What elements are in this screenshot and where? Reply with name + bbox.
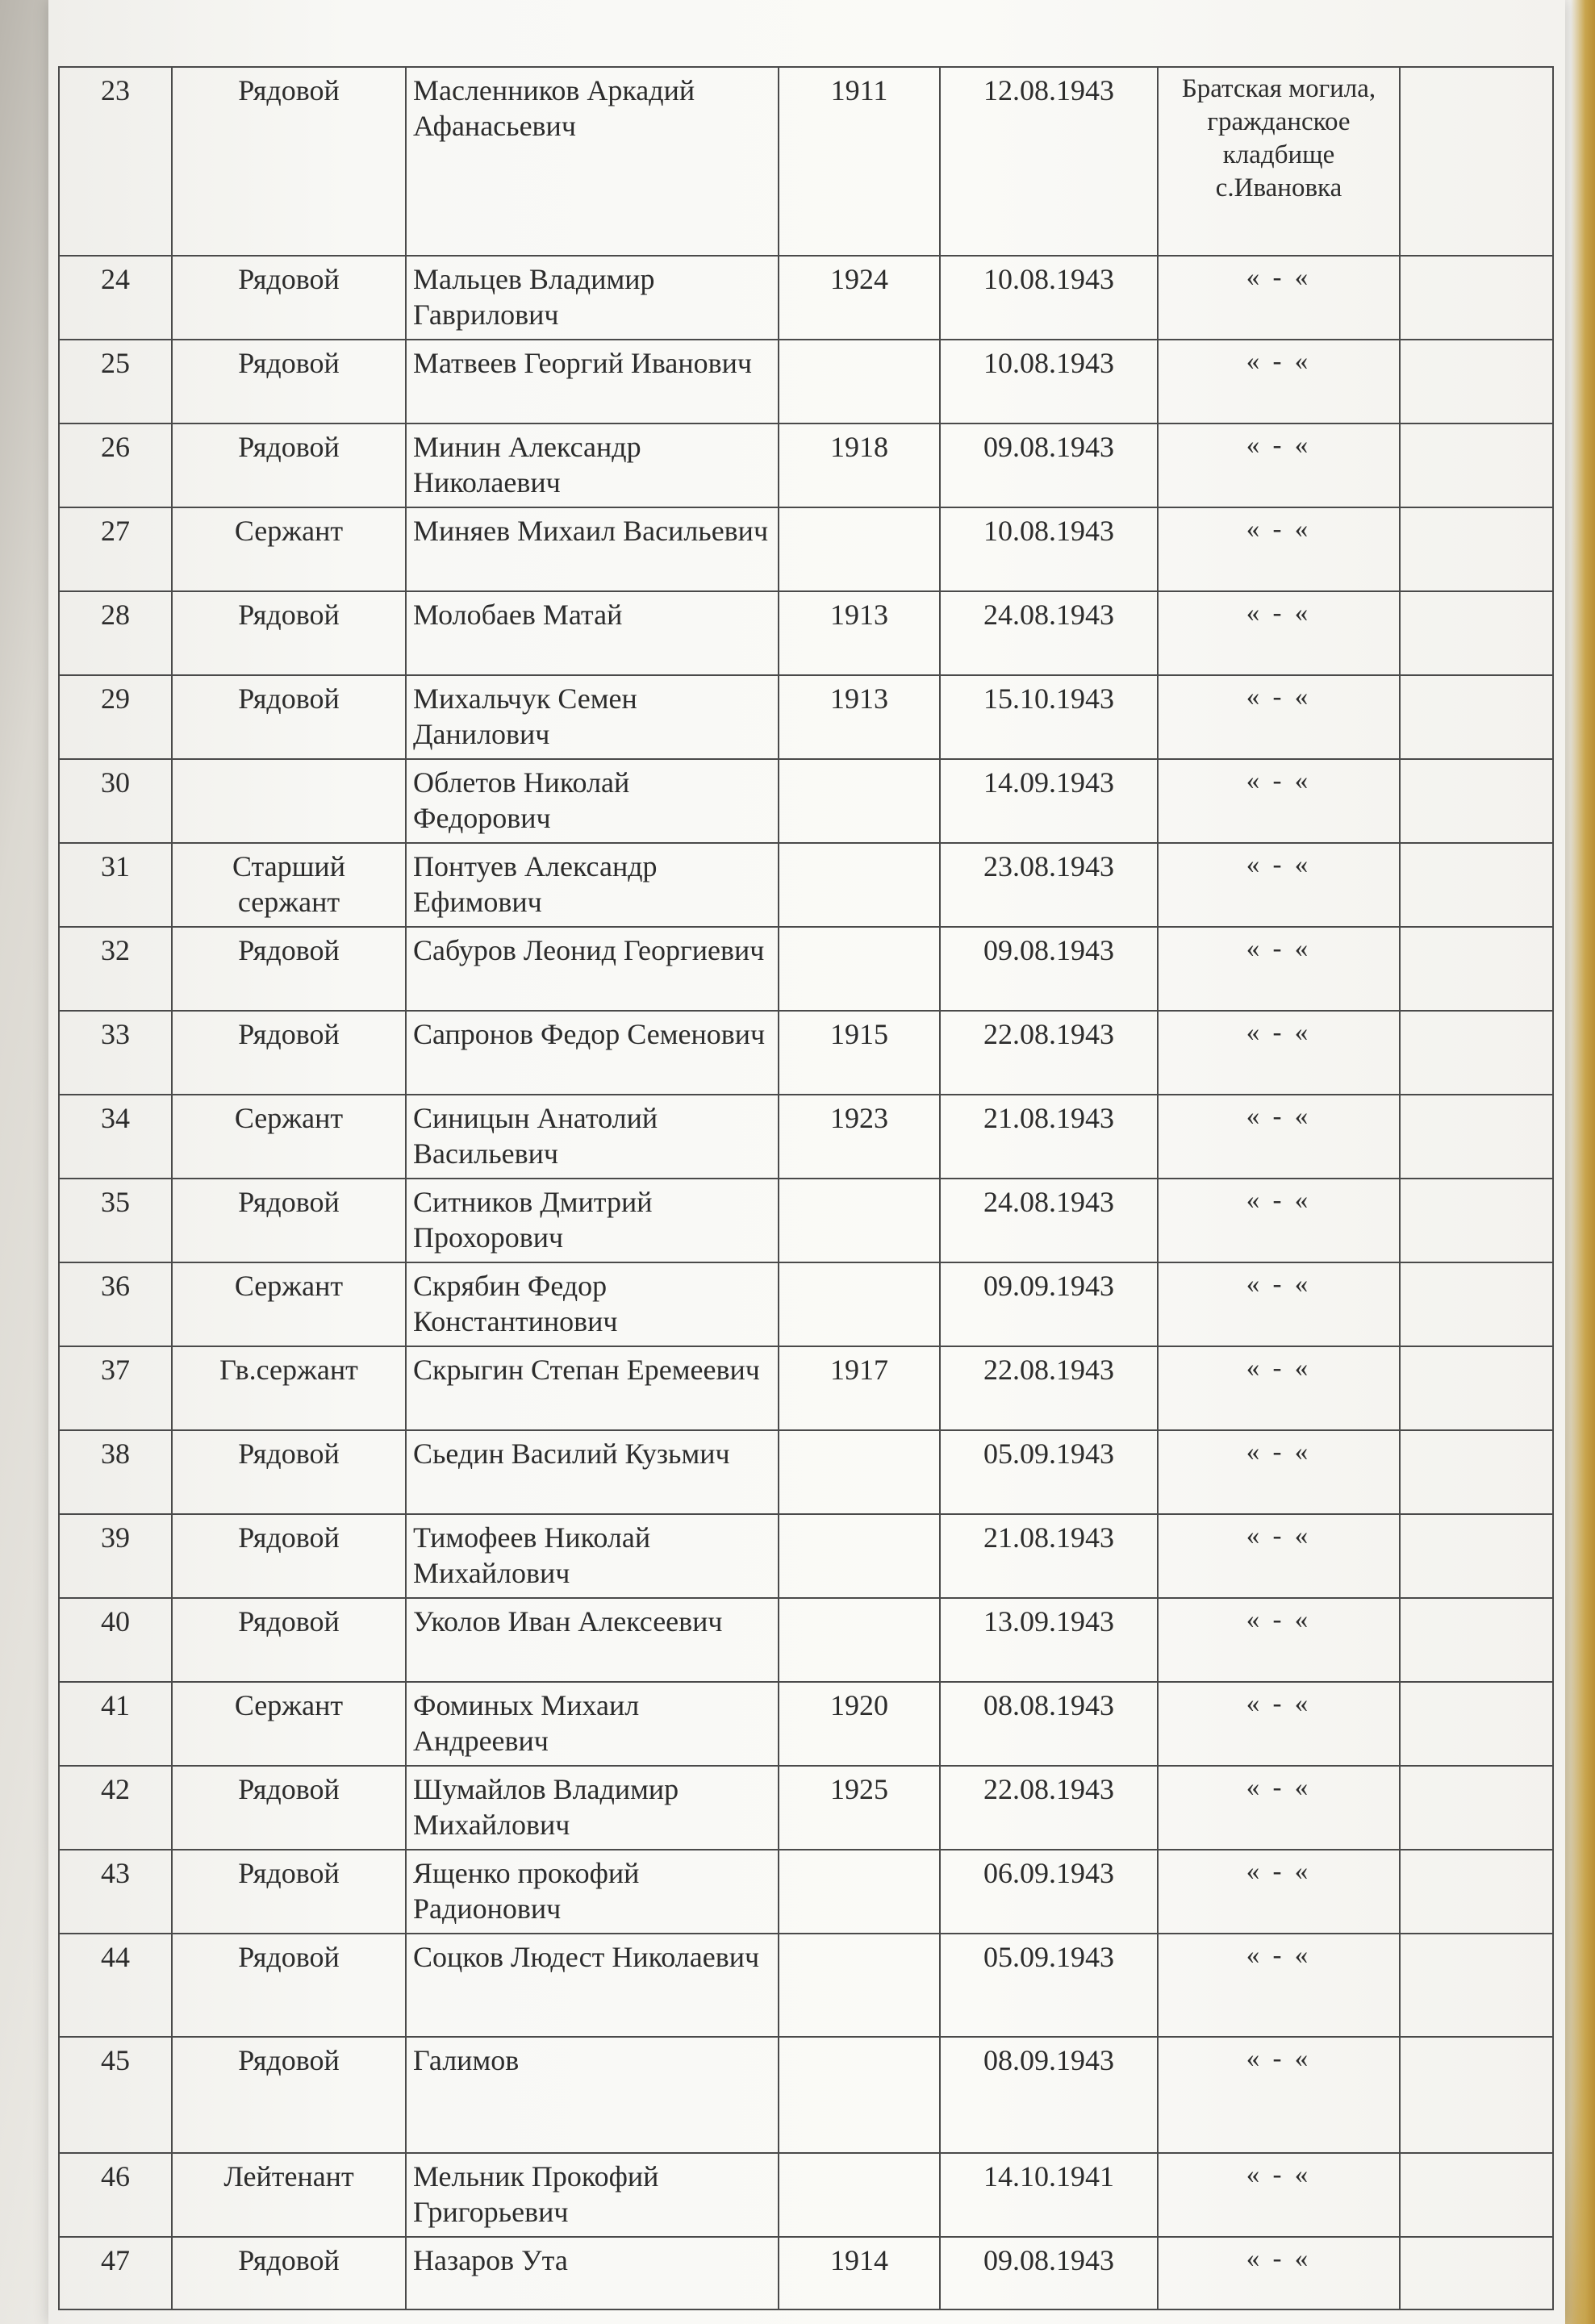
note-cell [1400, 2037, 1553, 2153]
birth-year: 1924 [779, 256, 940, 340]
military-rank: Рядовой [172, 1179, 406, 1262]
military-rank: Рядовой [172, 256, 406, 340]
row-number: 41 [59, 1682, 172, 1766]
military-rank: Рядовой [172, 67, 406, 256]
full-name: Миняев Михаил Васильевич [406, 507, 779, 591]
burial-place: « - « [1158, 1514, 1400, 1598]
military-rank: Сержант [172, 507, 406, 591]
row-number: 30 [59, 759, 172, 843]
row-number: 40 [59, 1598, 172, 1682]
burial-place: « - « [1158, 759, 1400, 843]
burial-place: « - « [1158, 1095, 1400, 1179]
birth-year [779, 843, 940, 927]
burial-place: « - « [1158, 1262, 1400, 1346]
row-number: 24 [59, 256, 172, 340]
full-name: Понтуев Александр Ефимович [406, 843, 779, 927]
full-name: Ященко прокофий Радионович [406, 1850, 779, 1934]
table-row [59, 423, 1553, 507]
note-cell [1400, 591, 1553, 675]
row-number: 25 [59, 340, 172, 423]
burial-place: « - « [1158, 2237, 1400, 2309]
military-rank: Рядовой [172, 1598, 406, 1682]
death-date: 12.08.1943 [940, 67, 1158, 256]
note-cell [1400, 256, 1553, 340]
note-cell [1400, 1598, 1553, 1682]
military-rank: Рядовой [172, 1514, 406, 1598]
table-row [59, 1011, 1553, 1095]
full-name: Тимофеев Николай Михайлович [406, 1514, 779, 1598]
birth-year: 1923 [779, 1095, 940, 1179]
military-rank: Рядовой [172, 1934, 406, 2037]
table-row [59, 1850, 1553, 1934]
table-row [59, 927, 1553, 1011]
death-date: 08.09.1943 [940, 2037, 1158, 2153]
military-rank: Рядовой [172, 1430, 406, 1514]
death-date: 09.08.1943 [940, 423, 1158, 507]
burial-place: « - « [1158, 843, 1400, 927]
row-number: 37 [59, 1346, 172, 1430]
full-name: Сапронов Федор Семенович [406, 1011, 779, 1095]
birth-year [779, 759, 940, 843]
birth-year [779, 1850, 940, 1934]
full-name: Синицын Анатолий Васильевич [406, 1095, 779, 1179]
table-row [59, 1346, 1553, 1430]
table-edge-background [1571, 0, 1595, 2324]
row-number: 38 [59, 1430, 172, 1514]
note-cell [1400, 1514, 1553, 1598]
note-cell [1400, 1430, 1553, 1514]
burial-place: « - « [1158, 675, 1400, 759]
burial-place: « - « [1158, 1430, 1400, 1514]
full-name: Матвеев Георгий Иванович [406, 340, 779, 423]
military-rank: Рядовой [172, 1011, 406, 1095]
table-row [59, 675, 1553, 759]
note-cell [1400, 1934, 1553, 2037]
burial-place: « - « [1158, 1850, 1400, 1934]
burial-place: « - « [1158, 1934, 1400, 2037]
full-name: Сьедин Василий Кузьмич [406, 1430, 779, 1514]
military-rank: Сержант [172, 1095, 406, 1179]
death-date: 23.08.1943 [940, 843, 1158, 927]
burial-place: « - « [1158, 1346, 1400, 1430]
row-number: 45 [59, 2037, 172, 2153]
birth-year: 1915 [779, 1011, 940, 1095]
death-date: 22.08.1943 [940, 1766, 1158, 1850]
table-row [59, 2237, 1553, 2309]
full-name: Фоминых Михаил Андреевич [406, 1682, 779, 1766]
military-rank: Рядовой [172, 591, 406, 675]
full-name: Скрябин Федор Константинович [406, 1262, 779, 1346]
row-number: 29 [59, 675, 172, 759]
birth-year [779, 340, 940, 423]
burial-place: « - « [1158, 1598, 1400, 1682]
burial-place: « - « [1158, 591, 1400, 675]
table-row [59, 1262, 1553, 1346]
death-date: 13.09.1943 [940, 1598, 1158, 1682]
note-cell [1400, 675, 1553, 759]
note-cell [1400, 507, 1553, 591]
note-cell [1400, 1346, 1553, 1430]
birth-year: 1925 [779, 1766, 940, 1850]
note-cell [1400, 759, 1553, 843]
military-rank: Рядовой [172, 1850, 406, 1934]
note-cell [1400, 1262, 1553, 1346]
death-date: 10.08.1943 [940, 256, 1158, 340]
military-rank: Лейтенант [172, 2153, 406, 2237]
note-cell [1400, 340, 1553, 423]
note-cell [1400, 843, 1553, 927]
table-row [59, 67, 1553, 256]
note-cell [1400, 1011, 1553, 1095]
row-number: 42 [59, 1766, 172, 1850]
row-number: 23 [59, 67, 172, 256]
military-rank: Рядовой [172, 2037, 406, 2153]
birth-year: 1920 [779, 1682, 940, 1766]
row-number: 43 [59, 1850, 172, 1934]
birth-year [779, 927, 940, 1011]
death-date: 06.09.1943 [940, 1850, 1158, 1934]
table-body [59, 67, 1553, 2309]
birth-year: 1913 [779, 675, 940, 759]
death-date: 21.08.1943 [940, 1095, 1158, 1179]
birth-year [779, 1598, 940, 1682]
note-cell [1400, 927, 1553, 1011]
death-date: 10.08.1943 [940, 340, 1158, 423]
full-name: Мельник Прокофий Григорьевич [406, 2153, 779, 2237]
note-cell [1400, 2237, 1553, 2309]
military-rank: Сержант [172, 1682, 406, 1766]
table-row [59, 256, 1553, 340]
note-cell [1400, 67, 1553, 256]
death-date: 21.08.1943 [940, 1514, 1158, 1598]
death-date: 08.08.1943 [940, 1682, 1158, 1766]
death-date: 09.09.1943 [940, 1262, 1158, 1346]
table-row [59, 2037, 1553, 2153]
birth-year: 1918 [779, 423, 940, 507]
burial-place: « - « [1158, 1011, 1400, 1095]
table-row [59, 1514, 1553, 1598]
table-row [59, 1598, 1553, 1682]
full-name: Сабуров Леонид Георгиевич [406, 927, 779, 1011]
death-date: 22.08.1943 [940, 1346, 1158, 1430]
row-number: 28 [59, 591, 172, 675]
birth-year [779, 2037, 940, 2153]
full-name: Молобаев Матай [406, 591, 779, 675]
death-date: 24.08.1943 [940, 591, 1158, 675]
row-number: 36 [59, 1262, 172, 1346]
death-date: 05.09.1943 [940, 1934, 1158, 2037]
full-name: Облетов Николай Федорович [406, 759, 779, 843]
birth-year: 1914 [779, 2237, 940, 2309]
burial-place: « - « [1158, 507, 1400, 591]
military-rank: Рядовой [172, 340, 406, 423]
military-rank: Рядовой [172, 423, 406, 507]
table-row [59, 843, 1553, 927]
military-rank: Сержант [172, 1262, 406, 1346]
table-row [59, 1766, 1553, 1850]
burial-place: « - « [1158, 2153, 1400, 2237]
burial-place: Братская могила, гражданское кладбище с.Ивановка [1158, 67, 1400, 256]
birth-year: 1917 [779, 1346, 940, 1430]
note-cell [1400, 1179, 1553, 1262]
table-row [59, 591, 1553, 675]
table-row [59, 507, 1553, 591]
row-number: 32 [59, 927, 172, 1011]
burial-register-table [58, 66, 1554, 2310]
row-number: 47 [59, 2237, 172, 2309]
table-row [59, 340, 1553, 423]
burial-place: « - « [1158, 423, 1400, 507]
birth-year [779, 507, 940, 591]
table-row [59, 759, 1553, 843]
full-name: Галимов [406, 2037, 779, 2153]
military-rank [172, 759, 406, 843]
table-row [59, 1430, 1553, 1514]
birth-year [779, 1514, 940, 1598]
death-date: 14.10.1941 [940, 2153, 1158, 2237]
birth-year: 1911 [779, 67, 940, 256]
burial-place: « - « [1158, 340, 1400, 423]
military-rank: Рядовой [172, 1766, 406, 1850]
death-date: 09.08.1943 [940, 927, 1158, 1011]
row-number: 31 [59, 843, 172, 927]
full-name: Назаров Ута [406, 2237, 779, 2309]
birth-year [779, 1430, 940, 1514]
note-cell [1400, 1095, 1553, 1179]
death-date: 10.08.1943 [940, 507, 1158, 591]
military-rank: Старший сержант [172, 843, 406, 927]
death-date: 15.10.1943 [940, 675, 1158, 759]
row-number: 33 [59, 1011, 172, 1095]
row-number: 39 [59, 1514, 172, 1598]
full-name: Мальцев Владимир Гаврилович [406, 256, 779, 340]
military-rank: Рядовой [172, 2237, 406, 2309]
death-date: 24.08.1943 [940, 1179, 1158, 1262]
full-name: Соцков Людест Николаевич [406, 1934, 779, 2037]
birth-year: 1913 [779, 591, 940, 675]
death-date: 05.09.1943 [940, 1430, 1158, 1514]
burial-place: « - « [1158, 1179, 1400, 1262]
row-number: 26 [59, 423, 172, 507]
table-row [59, 1095, 1553, 1179]
table-row [59, 1934, 1553, 2037]
military-rank: Рядовой [172, 675, 406, 759]
table-row [59, 1179, 1553, 1262]
death-date: 22.08.1943 [940, 1011, 1158, 1095]
table-row [59, 2153, 1553, 2237]
military-rank: Гв.сержант [172, 1346, 406, 1430]
death-date: 09.08.1943 [940, 2237, 1158, 2309]
birth-year [779, 1934, 940, 2037]
military-rank: Рядовой [172, 927, 406, 1011]
birth-year [779, 1179, 940, 1262]
birth-year [779, 1262, 940, 1346]
row-number: 35 [59, 1179, 172, 1262]
full-name: Шумайлов Владимир Михайлович [406, 1766, 779, 1850]
table-row [59, 1682, 1553, 1766]
note-cell [1400, 1682, 1553, 1766]
full-name: Ситников Дмитрий Прохорович [406, 1179, 779, 1262]
burial-place: « - « [1158, 1766, 1400, 1850]
burial-place: « - « [1158, 1682, 1400, 1766]
full-name: Уколов Иван Алексеевич [406, 1598, 779, 1682]
burial-place: « - « [1158, 927, 1400, 1011]
full-name: Михальчук Семен Данилович [406, 675, 779, 759]
full-name: Минин Александр Николаевич [406, 423, 779, 507]
death-date: 14.09.1943 [940, 759, 1158, 843]
note-cell [1400, 2153, 1553, 2237]
row-number: 27 [59, 507, 172, 591]
row-number: 44 [59, 1934, 172, 2037]
note-cell [1400, 1850, 1553, 1934]
note-cell [1400, 1766, 1553, 1850]
row-number: 34 [59, 1095, 172, 1179]
birth-year [779, 2153, 940, 2237]
full-name: Масленников Аркадий Афанасьевич [406, 67, 779, 256]
full-name: Скрыгин Степан Еремеевич [406, 1346, 779, 1430]
note-cell [1400, 423, 1553, 507]
burial-place: « - « [1158, 256, 1400, 340]
burial-place: « - « [1158, 2037, 1400, 2153]
row-number: 46 [59, 2153, 172, 2237]
